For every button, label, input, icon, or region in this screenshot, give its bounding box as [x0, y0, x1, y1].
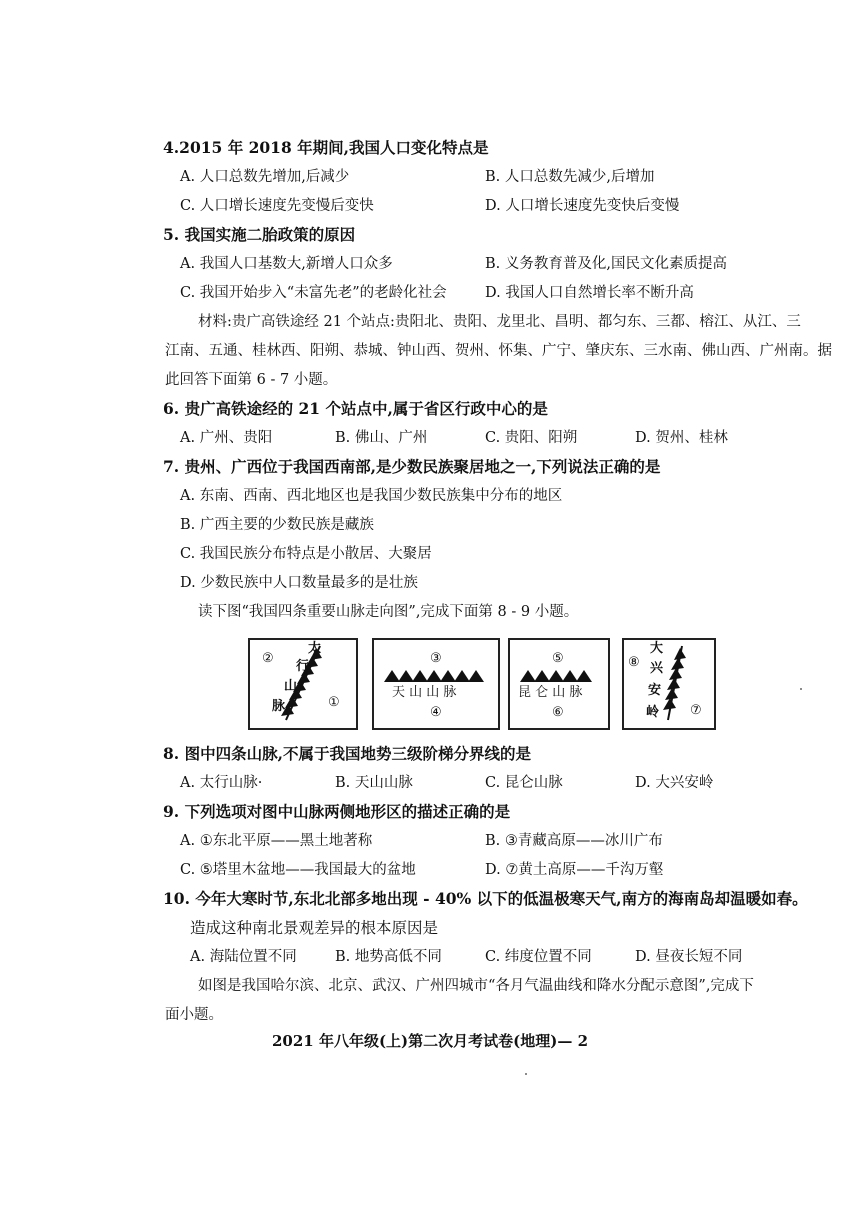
question-5-option-a: A. 我国人口基数大,新增人口众多 — [180, 256, 393, 272]
question-7-option-c: C. 我国民族分布特点是小散居、大聚居 — [180, 546, 432, 562]
material-line-3: 此回答下面第 6 - 7 小题。 — [165, 372, 338, 388]
daxinganling-right-number: ⑦ — [690, 703, 702, 718]
taihang-box — [248, 638, 358, 730]
taihang-left-number: ② — [262, 651, 274, 666]
tianshan-top-number: ③ — [430, 651, 442, 666]
question-5-option-d: D. 我国人口自然增长率不断升高 — [485, 285, 694, 301]
scan-speck — [800, 688, 802, 690]
tianshan-bottom-number: ④ — [430, 705, 442, 720]
question-5-option-b: B. 义务教育普及化,国民文化素质提高 — [485, 256, 727, 272]
tianshan-label: 天 山 山 脉 — [392, 685, 457, 700]
kunlun-bottom-number: ⑥ — [552, 705, 564, 720]
question-9-option-c: C. ⑤塔里木盆地——我国最大的盆地 — [180, 862, 416, 878]
question-6-option-a: A. 广州、贵阳 — [180, 430, 273, 446]
question-7-option-a: A. 东南、西南、西北地区也是我国少数民族集中分布的地区 — [180, 488, 563, 504]
question-7-option-d: D. 少数民族中人口数量最多的是壮族 — [180, 575, 418, 591]
question-8-option-d: D. 大兴安岭 — [635, 775, 714, 791]
daxinganling-left-number: ⑧ — [628, 655, 640, 670]
question-4-stem: 4.2015 年 2018 年期间,我国人口变化特点是 — [163, 138, 489, 157]
taihang-label-char-2: 行 — [296, 659, 310, 674]
kunlun-label: 昆 仑 山 脉 — [518, 685, 583, 700]
question-6-option-c: C. 贵阳、阳朔 — [485, 430, 578, 446]
question-7-stem: 7. 贵州、广西位于我国西南部,是少数民族聚居地之一,下列说法正确的是 — [163, 457, 661, 476]
material-line-1: 材料:贵广高铁途经 21 个站点:贵阳北、贵阳、龙里北、昌明、都匀东、三都、榕江、从江、三 — [198, 314, 801, 330]
page-footer: 2021 年八年级(上)第二次月考试卷(地理)— 2 — [271, 1032, 589, 1050]
question-4-option-a: A. 人口总数先增加,后减少 — [180, 169, 350, 185]
question-6-option-b: B. 佛山、广州 — [335, 430, 428, 446]
daxinganling-box — [622, 638, 716, 730]
question-4-option-c: C. 人口增长速度先变慢后变快 — [180, 198, 374, 214]
taihang-label-char-3: 山 — [284, 679, 298, 694]
closing-line-2: 面小题。 — [165, 1007, 223, 1023]
question-10-stem-line-2: 造成这种南北景观差异的根本原因是 — [190, 919, 439, 937]
question-10-option-d: D. 昼夜长短不同 — [635, 949, 743, 965]
question-8-option-c: C. 昆仑山脉 — [485, 775, 563, 791]
question-10-stem: 10. 今年大寒时节,东北北部多地出现 - 40% 以下的低温极寒天气,南方的海南岛却温暖如春。 — [163, 889, 808, 908]
closing-line-1: 如图是我国哈尔滨、北京、武汉、广州四城市“各月气温曲线和降水分配示意图”,完成下 — [198, 978, 754, 994]
question-9-option-d: D. ⑦黄土高原——千沟万壑 — [485, 862, 664, 878]
taihang-label-char-1: 太 — [308, 641, 322, 656]
daxinganling-label-char-4: 岭 — [646, 705, 660, 720]
question-6-stem: 6. 贵广高铁途经的 21 个站点中,属于省区行政中心的是 — [163, 399, 548, 418]
question-5-stem: 5. 我国实施二胎政策的原因 — [163, 225, 356, 244]
taihang-label-char-4: 脉 — [272, 699, 286, 714]
question-6-option-d: D. 贺州、桂林 — [635, 430, 728, 446]
question-5-option-c: C. 我国开始步入“未富先老”的老龄化社会 — [180, 285, 447, 301]
question-8-option-a: A. 太行山脉· — [180, 775, 263, 791]
question-10-option-a: A. 海陆位置不同 — [190, 949, 297, 965]
question-9-option-b: B. ③青藏高原——冰川广布 — [485, 833, 663, 849]
question-9-option-a: A. ①东北平原——黑土地著称 — [180, 833, 373, 849]
question-10-option-b: B. 地势高低不同 — [335, 949, 442, 965]
kunlun-top-number: ⑤ — [552, 651, 564, 666]
question-4-option-b: B. 人口总数先减少,后增加 — [485, 169, 655, 185]
material-line-2: 江南、五通、桂林西、阳朔、恭城、钟山西、贺州、怀集、广宁、肇庆东、三水南、佛山西、广州南。据 — [165, 343, 832, 359]
question-10-option-c: C. 纬度位置不同 — [485, 949, 592, 965]
tianshan-box — [372, 638, 500, 730]
figure-intro: 读下图“我国四条重要山脉走向图”,完成下面第 8 - 9 小题。 — [198, 604, 579, 620]
kunlun-box — [508, 638, 610, 730]
taihang-right-number: ① — [328, 695, 340, 710]
question-7-option-b: B. 广西主要的少数民族是藏族 — [180, 517, 374, 533]
scan-speck — [525, 1073, 527, 1075]
question-9-stem: 9. 下列选项对图中山脉两侧地形区的描述正确的是 — [163, 802, 511, 821]
daxinganling-label-char-3: 安 — [648, 683, 662, 698]
question-8-option-b: B. 天山山脉 — [335, 775, 413, 791]
question-4-option-d: D. 人口增长速度先变快后变慢 — [485, 198, 680, 214]
daxinganling-label-char-2: 兴 — [650, 661, 664, 676]
daxinganling-label-char-1: 大 — [650, 641, 664, 656]
question-8-stem: 8. 图中四条山脉,不属于我国地势三级阶梯分界线的是 — [163, 744, 531, 763]
